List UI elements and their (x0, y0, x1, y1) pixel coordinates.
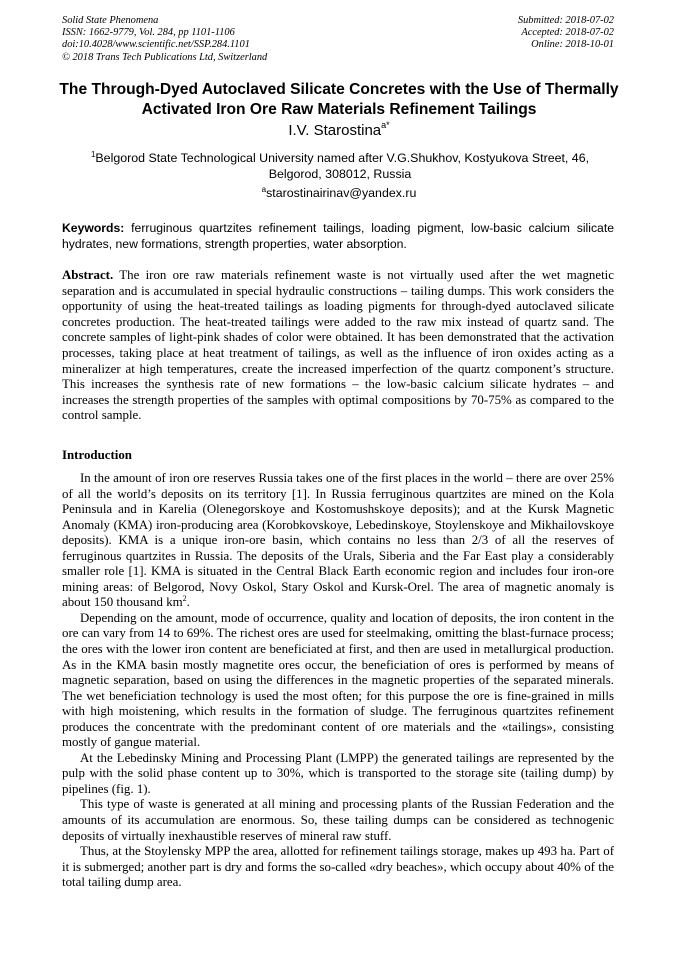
submitted-date: Submitted: 2018-07-02 (517, 15, 614, 26)
journal-name: Solid State Phenomena (62, 15, 159, 26)
keywords (62, 221, 614, 252)
online-date: Online: 2018-10-01 (531, 39, 614, 51)
journal-info-right (518, 15, 614, 52)
email-line (0, 186, 678, 201)
affiliation-text: Belgorod State Technological University named after V.G.Shukhov, Kostyukova Street, 46, Belgorod, 308012, Russia (95, 151, 590, 181)
paper-title: The Through-Dyed Autoclaved Silicate Concretes with the Use of Thermally Activated Iron Ore Raw Materials Refinement Tailings (59, 81, 619, 118)
paragraph: This type of waste is generated at all mining and processing plants of the Russian Federation and the amounts of its accumulation are enormous. So, these tailing dumps can be considered as technogenic deposits of virtually inexhaustible reserves of mineral raw stuff. (62, 797, 614, 843)
affiliation (80, 151, 600, 182)
paragraph: At the Lebedinsky Mining and Processing Plant (LMPP) the generated tailings are represented by the pulp with the solid phase content up to 30%, which is transported to the storage site (tailing dump) by pipelines (fig. 1). (62, 750, 614, 796)
paragraph (62, 471, 614, 611)
issn-line: ISSN: 1662-9779, Vol. 284, pp 1101-1106 (62, 27, 235, 39)
abstract-label: Abstract. (62, 268, 114, 282)
author-superscript: a* (381, 120, 390, 130)
abstract (62, 268, 614, 424)
journal-info-left (62, 15, 267, 64)
introduction-body (62, 471, 614, 891)
affiliation-superscript: 1 (90, 150, 96, 159)
keywords-text: ferruginous quartzites refinement tailings, loading pigment, low-basic calcium silicate hydrates, new formations, strength properties, water absorption. (62, 221, 614, 251)
paragraph-text: In the amount of iron ore reserves Russia takes one of the first places in the world – there are over 25% of all the world’s deposits on its territory [1]. In Russia ferruginous quartzites are mined on the Kola Peninsula and in Karelia (Olenegorskoye and Kostomushskoye deposits); and at the Kursk Magnetic Anomaly (KMA) iron-producing area (Korobkovskoye, Lebedinskoye, Stoylenskoye and Mikhailovskoye deposits). KMA is a unique iron-ore basin, which contains no less than 2/3 of all the reserves of ferruginous quartzites in Russia. The deposits of the Urals, Siberia and the Far East play a considerably smaller role [1]. KMA is situated in the Central Black Earth economic region and includes four iron-ore mining areas: of Belgorod, Novy Oskol, Stary Oskol and Kursk-Orel. The area of magnetic anomaly is about 150 thousand km (62, 471, 614, 610)
abstract-text: The iron ore raw materials refinement waste is not virtually used after the wet magnetic separation and is accumulated in special hydraulic constructions – tailing dumps. This work considers the opportunity of using the heat-treated tailings as loading pigments for through-dyed autoclaved silicate concretes production. The heat-treated tailings were added to the raw mix instead of quartz sand. The concrete samples of light-pink shades of color were obtained. It has been demonstrated that the activation processes, taking place at heat treatment of tailings, as well as the influence of iron oxides acting as a mineralizer at high temperatures, create the increased imperfection of the quartz component’s structure. This increases the synthesis rate of new formations – the low-basic calcium silicate hydrates – and increases the strength properties of the samples with optimal compositions by 70-75% as compared to the control sample. (62, 268, 614, 423)
keywords-label: Keywords: (62, 221, 125, 235)
email-superscript: a (261, 185, 267, 194)
author-email[interactable]: starostinairinav@yandex.ru (266, 186, 417, 200)
doi-line[interactable]: doi:10.4028/www.scientific.net/SSP.284.1101 (62, 39, 250, 51)
author-line (0, 122, 678, 140)
accepted-date: Accepted: 2018-07-02 (521, 27, 614, 39)
introduction-heading: Introduction (62, 448, 132, 462)
paragraph-end: . (186, 595, 190, 610)
author-name: I.V. Starostina (288, 122, 382, 139)
km-superscript: 2 (182, 594, 187, 604)
paragraph: Depending on the amount, mode of occurrence, quality and location of deposits, the iron content in the ore can vary from 14 to 69%. The richest ores are used for steelmaking, omitting the blast-furnace process; the ores with the lower iron content are beneficiated at first, and then are used in metallurgical production. As in the KMA basin mostly magnetite ores occur, the beneficiation of ores is performed by means of magnetic separation, based on using the differences in the magnetic properties of the separated minerals. The wet beneficiation technology is used the most often; for this purpose the ore is fine-grained in mills with high moistening, which results in the formation of sludge. The ferruginous quartzites refinement produces the concentrate with the predominant content of ore materials and the «tailings», consisting mostly of gangue material. (62, 610, 614, 750)
copyright-line: © 2018 Trans Tech Publications Ltd, Switzerland (62, 51, 268, 63)
paragraph: Thus, at the Stoylensky MPP the area, allotted for refinement tailings storage, makes up 493 ha. Part of it is submerged; another part is dry and forms the so-called «dry beaches», which occupy about 40% of the total tailing dump area. (62, 844, 614, 890)
